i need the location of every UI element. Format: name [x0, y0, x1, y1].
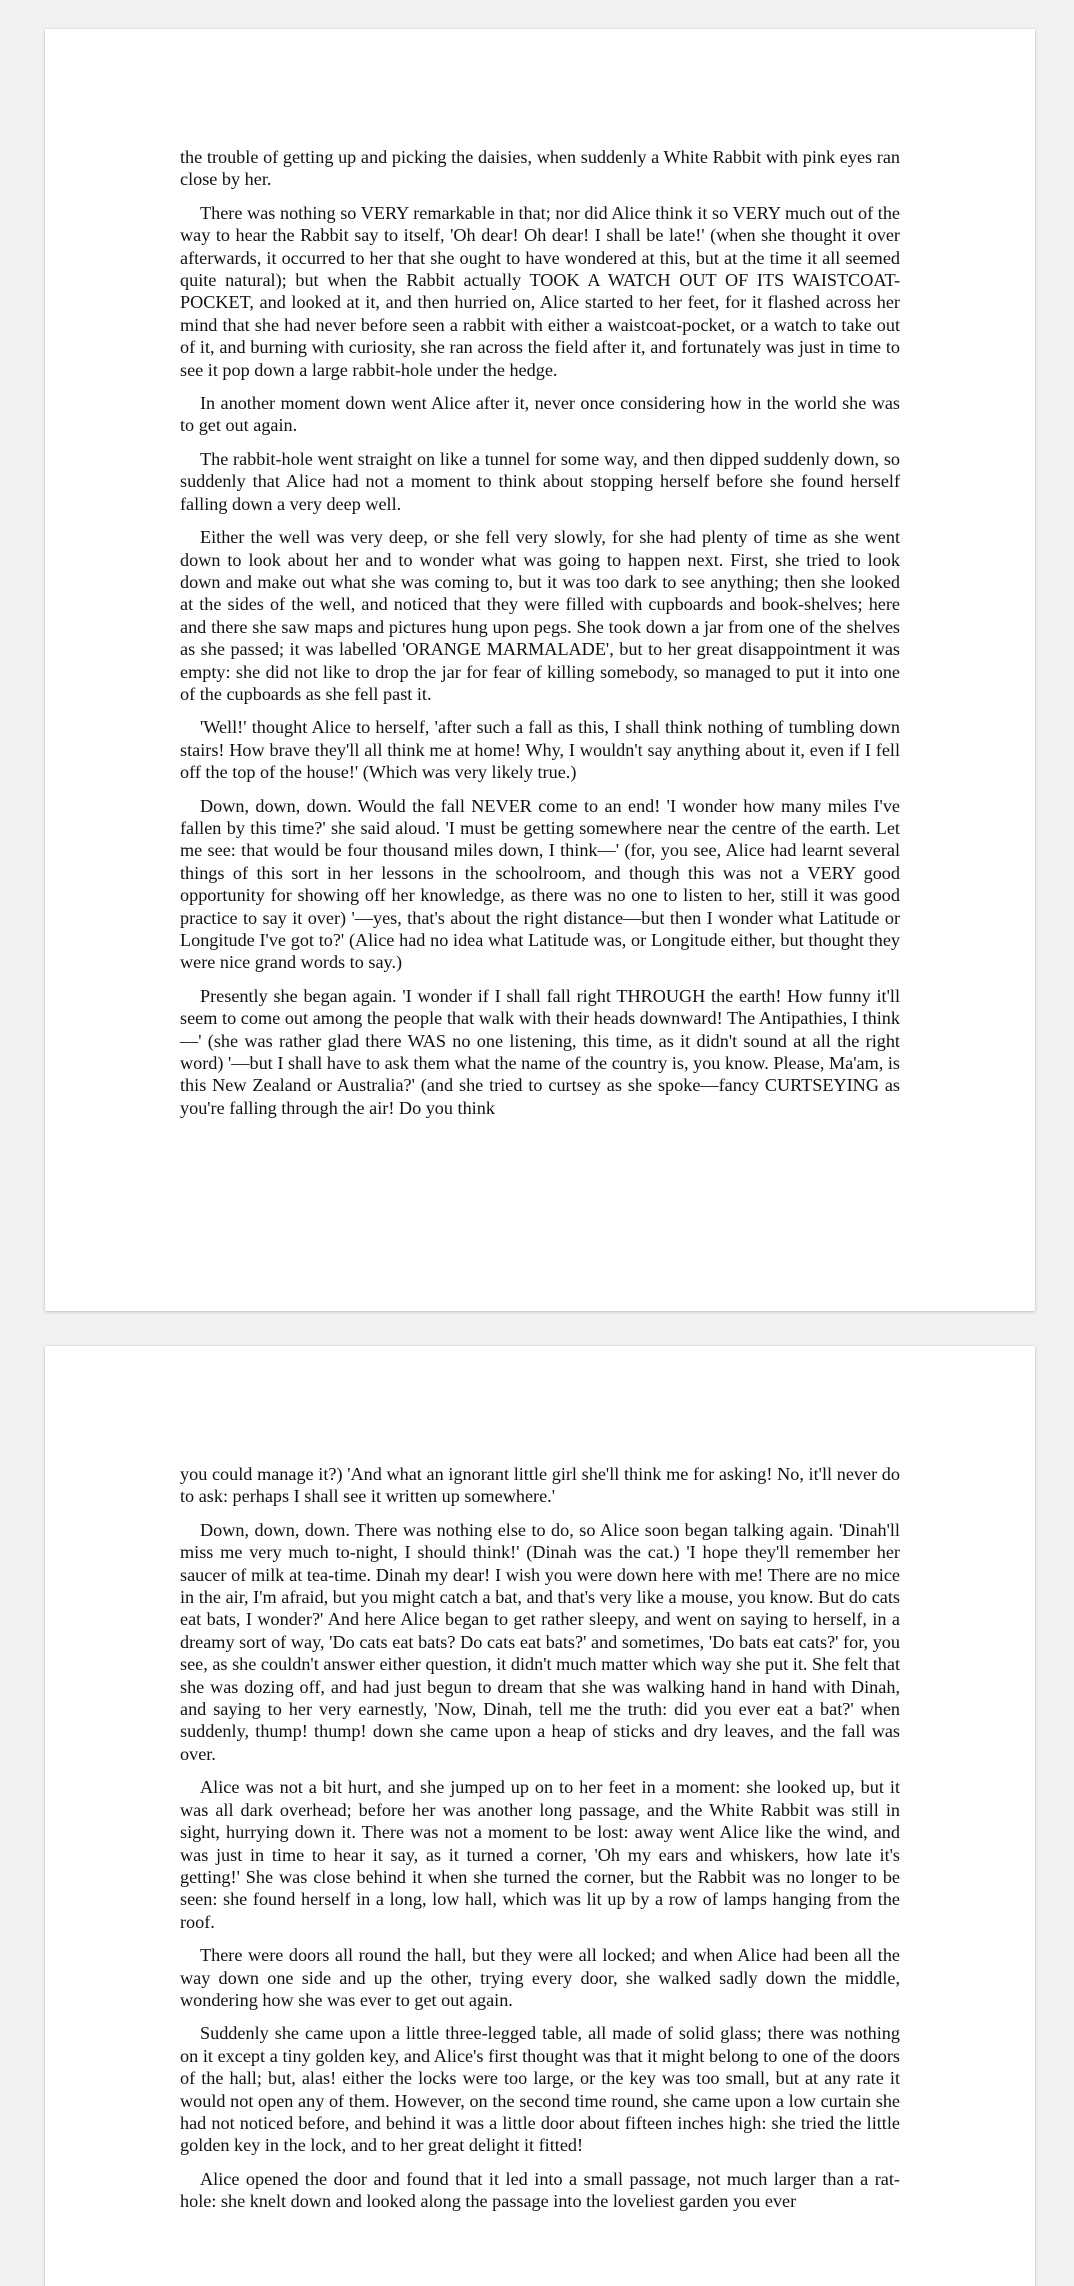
paragraph: Presently she began again. 'I wonder if I shall fall right THROUGH the earth! How funny it'll seem to come out among the people that walk with their heads downward! The Antipathies, I think—' (she was rather glad there WAS no one listening, this time, as it didn't sound at all the right word) '—but I shall have to ask them what the name of the country is, you know. Please, Ma'am, is this New Zealand or Australia?' (and she tried to curtsey as she spoke—fancy CURTSEYING as you're falling through the air! Do you think — [180, 985, 900, 1118]
paragraph: 'Well!' thought Alice to herself, 'after such a fall as this, I shall think nothing of tumbling down stairs! How brave they'll all think me at home! Why, I wouldn't say anything about it, even if I fell off the top of the house!' (Which was very likely true.) — [180, 717, 900, 783]
paragraph: Alice was not a bit hurt, and she jumped up on to her feet in a moment: she looked up, but it was all dark overhead; before her was another long passage, and the White Rabbit was still in sight, hurrying down it. There was not a moment to be lost: away went Alice like the wind, and was just in time to hear it say, as it turned a corner, 'Oh my ears and whiskers, how late it's getting!' She was close behind it when she turned the corner, but the Rabbit was no longer to be seen: she found herself in a long, low hall, which was lit up by a row of lamps hanging from the roof. — [180, 1777, 900, 1932]
paragraph: In another moment down went Alice after it, never once considering how in the world she was to get out again. — [180, 393, 900, 436]
paragraph: you could manage it?) 'And what an ignorant little girl she'll think me for asking! No, it'll never do to ask: perhaps I shall see it written up somewhere.' — [180, 1464, 900, 1507]
paragraph: Down, down, down. Would the fall NEVER come to an end! 'I wonder how many miles I've fallen by this time?' she said aloud. 'I must be getting somewhere near the centre of the earth. Let me see: that would be four thousand miles down, I think—' (for, you see, Alice had learnt several things of this sort in her lessons in the schoolroom, and though this was not a VERY good opportunity for showing off her knowledge, as there was no one to listen to her, still it was good practice to say it over) '—yes, that's about the right distance—but then I wonder what Latitude or Longitude I've got to?' (Alice had no idea what Latitude was, or Longitude either, but thought they were nice grand words to say.) — [180, 795, 900, 973]
paragraph: The rabbit-hole went straight on like a tunnel for some way, and then dipped suddenly down, so suddenly that Alice had not a moment to think about stopping herself before she found herself falling down a very deep well. — [180, 448, 900, 514]
paragraph: Suddenly she came upon a little three-legged table, all made of solid glass; there was nothing on it except a tiny golden key, and Alice's first thought was that it might belong to one of the doors of the hall; but, alas! either the locks were too large, or the key was too small, but at any rate it would not open any of them. However, on the second time round, she came upon a low curtain she had not noticed before, and behind it was a little door about fifteen inches high: she tried the little golden key in the lock, and to her great delight it fitted! — [180, 2023, 900, 2156]
paragraph: Either the well was very deep, or she fell very slowly, for she had plenty of time as she went down to look about her and to wonder what was going to happen next. First, she tried to look down and make out what she was coming to, but it was too dark to see anything; then she looked at the sides of the well, and noticed that they were filled with cupboards and book-shelves; here and there she saw maps and pictures hung upon pegs. She took down a jar from one of the shelves as she passed; it was labelled 'ORANGE MARMALADE', but to her great disappointment it was empty: she did not like to drop the jar for fear of killing somebody, so managed to put it into one of the cupboards as she fell past it. — [180, 527, 900, 704]
page-2-text — [180, 1463, 900, 2213]
document-page-2 — [45, 1346, 1035, 2286]
paragraph: the trouble of getting up and picking the daisies, when suddenly a White Rabbit with pink eyes ran close by her. — [180, 147, 900, 190]
paragraph: There were doors all round the hall, but they were all locked; and when Alice had been all the way down one side and up the other, trying every door, she walked sadly down the middle, wondering how she was ever to get out again. — [180, 1945, 900, 2010]
paragraph: Down, down, down. There was nothing else to do, so Alice soon began talking again. 'Dinah'll miss me very much to-night, I should think!' (Dinah was the cat.) 'I hope they'll remember her saucer of milk at tea-time. Dinah my dear! I wish you were down here with me! There are no mice in the air, I'm afraid, but you might catch a bat, and that's very like a mouse, you know. But do cats eat bats, I wonder?' And here Alice began to get rather sleepy, and went on saying to herself, in a dreamy sort of way, 'Do cats eat bats? Do cats eat bats?' and sometimes, 'Do bats eat cats?' for, you see, as she couldn't answer either question, it didn't much matter which way she put it. She felt that she was dozing off, and had just begun to dream that she was walking hand in hand with Dinah, and saying to her very earnestly, 'Now, Dinah, tell me the truth: did you ever eat a bat?' when suddenly, thump! thump! down she came upon a heap of sticks and dry leaves, and the fall was over. — [180, 1519, 900, 1764]
paragraph: Alice opened the door and found that it led into a small passage, not much larger than a rat-hole: she knelt down and looked along the passage into the loveliest garden you ever — [180, 2168, 900, 2212]
page-1-text — [180, 146, 900, 1119]
document-page-1 — [45, 29, 1035, 1311]
paragraph: There was nothing so VERY remarkable in that; nor did Alice think it so VERY much out of the way to hear the Rabbit say to itself, 'Oh dear! Oh dear! I shall be late!' (when she thought it over afterwards, it occurred to her that she ought to have wondered at this, but at the time it all seemed quite natural); but when the Rabbit actually TOOK A WATCH OUT OF ITS WAISTCOAT-POCKET, and looked at it, and then hurried on, Alice started to her feet, for it flashed across her mind that she had never before seen a rabbit with either a waistcoat-pocket, or a watch to take out of it, and burning with curiosity, she ran across the field after it, and fortunately was just in time to see it pop down a large rabbit-hole under the hedge. — [180, 202, 900, 380]
